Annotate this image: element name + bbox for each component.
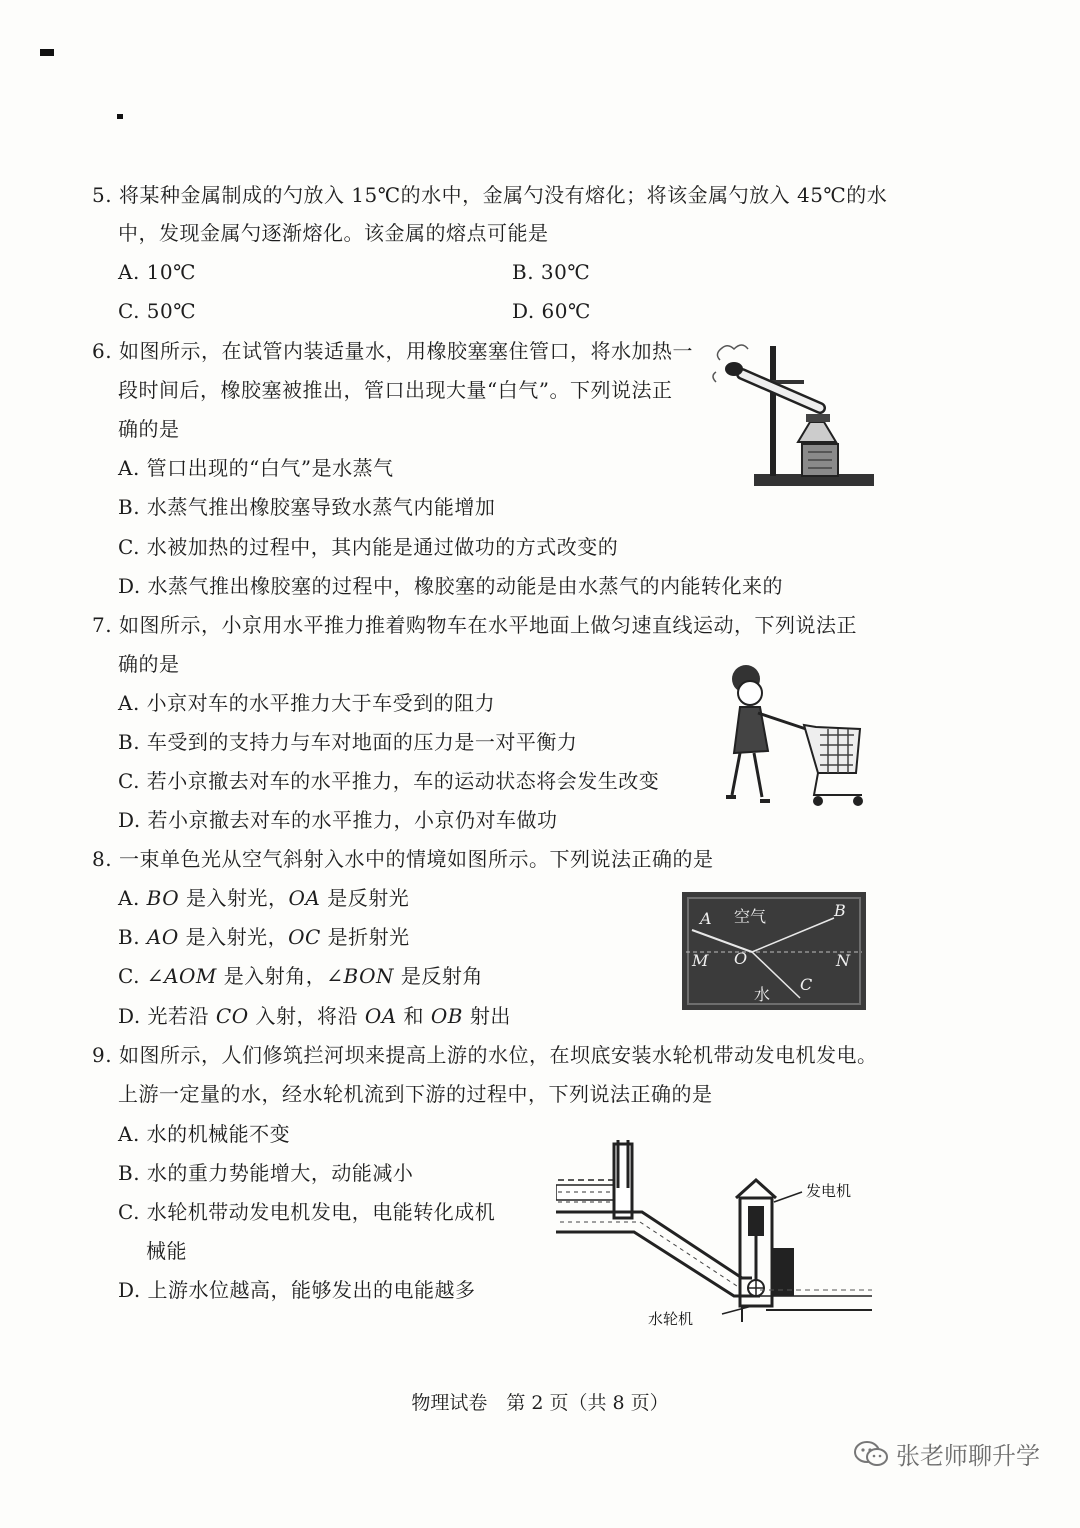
watermark-text: 张老师聊升学 (896, 1442, 1040, 1470)
q5-option-c: C. 50℃ (118, 299, 197, 323)
q8-option-a: A. BO 是入射光，OA 是反射光 (118, 886, 410, 910)
shopping-cart-figure (710, 655, 870, 815)
q7-option-c: C. 若小京撤去对车的水平推力，车的运动状态将会发生改变 (118, 769, 660, 793)
q8-option-c: C. ∠AOM 是入射角，∠BON 是反射角 (118, 964, 483, 988)
q9-stem-line1: 9. 如图所示，人们修筑拦河坝来提高上游的水位，在坝底安装水轮机带动发电机发电。 (92, 1043, 878, 1067)
q6-stem-line3: 确的是 (118, 417, 180, 441)
q6-stem-line2: 段时间后，橡胶塞被推出，管口出现大量“白气”。下列说法正 (118, 378, 673, 402)
q5-stem-line1: 5. 将某种金属制成的勺放入 15℃的水中，金属勺没有熔化；将该金属勺放入 45℃的水 (92, 183, 888, 207)
q8-option-b: B. AO 是入射光，OC 是折射光 (118, 925, 410, 949)
q5-option-b: B. 30℃ (512, 260, 591, 284)
label-c: C (800, 975, 813, 994)
q7-option-b: B. 车受到的支持力与车对地面的压力是一对平衡力 (118, 730, 578, 754)
q8-stem: 8. 一束单色光从空气斜射入水中的情境如图所示。下列说法正确的是 (92, 847, 714, 871)
q6-option-d: D. 水蒸气推出橡胶塞的过程中，橡胶塞的动能是由水蒸气的内能转化来的 (118, 574, 784, 598)
q9-option-b: B. 水的重力势能增大，动能减小 (118, 1161, 414, 1185)
page-footer: 物理试卷 第 2 页（共 8 页） (411, 1392, 669, 1414)
q5-option-a: A. 10℃ (118, 260, 196, 284)
label-m: M (692, 951, 709, 970)
label-water: 水 (754, 985, 771, 1004)
q6-option-a: A. 管口出现的“白气”是水蒸气 (118, 456, 394, 480)
q7-stem-line2: 确的是 (118, 652, 180, 676)
label-generator: 发电机 (806, 1182, 852, 1200)
q9-option-c-line2: 械能 (146, 1239, 187, 1263)
dam-figure (556, 1140, 876, 1330)
q6-stem-line1: 6. 如图所示，在试管内装适量水，用橡胶塞塞住管口，将水加热一 (92, 339, 693, 363)
q9-option-d: D. 上游水位越高，能够发出的电能越多 (118, 1278, 476, 1302)
watermark (854, 1436, 1040, 1471)
q9-stem-line2: 上游一定量的水，经水轮机流到下游的过程中，下列说法正确的是 (118, 1082, 713, 1106)
q9-option-c-line1: C. 水轮机带动发电机发电，电能转化成机 (118, 1200, 496, 1224)
q6-option-c: C. 水被加热的过程中，其内能是通过做功的方式改变的 (118, 535, 619, 559)
q9-option-a: A. 水的机械能不变 (118, 1122, 291, 1146)
q7-option-d: D. 若小京撤去对车的水平推力，小京仍对车做功 (118, 808, 558, 832)
q8-option-d: D. 光若沿 CO 入射，将沿 OA 和 OB 射出 (118, 1004, 511, 1028)
label-n: N (836, 951, 850, 970)
q7-option-a: A. 小京对车的水平推力大于车受到的阻力 (118, 691, 496, 715)
refraction-figure (682, 892, 866, 1010)
q5-option-d: D. 60℃ (512, 299, 591, 323)
test-tube-figure (712, 336, 880, 494)
label-o: O (734, 949, 748, 968)
label-turbine: 水轮机 (648, 1310, 694, 1328)
q7-stem-line1: 7. 如图所示，小京用水平推力推着购物车在水平地面上做匀速直线运动，下列说法正 (92, 613, 857, 637)
scan-mark (40, 49, 54, 56)
label-air: 空气 (734, 907, 767, 926)
q5-stem-line2: 中，发现金属勺逐渐熔化。该金属的熔点可能是 (118, 221, 549, 245)
label-a: A (700, 909, 712, 928)
wechat-icon (854, 1440, 888, 1468)
q6-option-b: B. 水蒸气推出橡胶塞导致水蒸气内能增加 (118, 495, 496, 519)
label-b: B (834, 901, 846, 920)
scan-dot (117, 114, 123, 119)
